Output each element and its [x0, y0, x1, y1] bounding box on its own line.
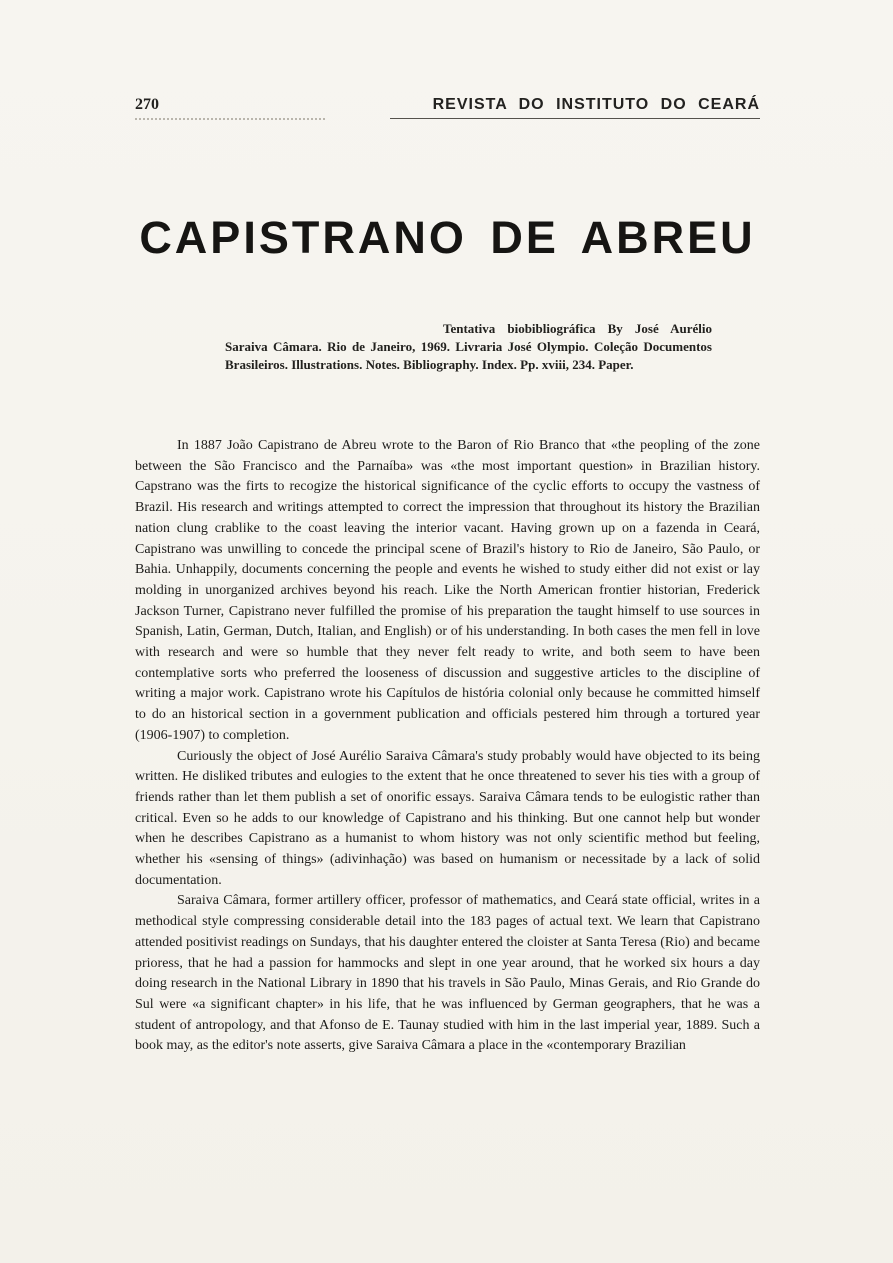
- article-body: [135, 436, 760, 1057]
- header-rule-solid-segment: [390, 118, 760, 119]
- page-header: [135, 96, 760, 114]
- article-title: CAPISTRANO DE ABREU: [139, 212, 756, 263]
- journal-title: REVISTA DO INSTITUTO DO CEARÁ: [432, 96, 760, 113]
- page-number: 270: [135, 96, 159, 113]
- book-citation: Tentativa biobibliográfica By José Aurélio Saraiva Câmara. Rio de Janeiro, 1969. Livraria José Olympio. Coleção Documentos Brasileiros. Illustrations. Notes. Bibliography. Index. Pp. xviii, 234. Paper.: [225, 321, 712, 372]
- header-rule: [135, 117, 760, 120]
- header-rule-dotted-segment: [135, 118, 325, 120]
- paragraph: Saraiva Câmara, former artillery officer, professor of mathematics, and Ceará state official, writes in a methodical style compressing considerable detail into the 183 pages of actual text. We learn that Capistrano attended positivist readings on Sundays, that his daughter entered the cloister at Santa Teresa (Rio) and became prioress, that he had a passion for hammocks and slept in one year around, that he worked six hours a day doing research in the National Library in 1890 that his travels in São Paulo, Minas Gerais, and Rio Grande do Sul were «a significant chapter» in his life, that he was influenced by German geographers, that he was a student of antropology, and that Afonso de E. Taunay studied with him in the last imperial year, 1889. Such a book may, as the editor's note asserts, give Saraiva Câmara a place in the «contemporary Brazilian: [135, 893, 760, 1054]
- paragraph: In 1887 João Capistrano de Abreu wrote to the Baron of Rio Branco that «the peopling of the zone between the São Francisco and the Parnaíba» was «the most important question» in Brazilian history. Capstrano was the firts to recogize the historical significance of the cyclic efforts to occupy the vastness of Brazil. His research and writings attempted to correct the impression that throughout its history the Brazilian nation clung crablike to the coast leaving the interior vacant. Having grown up on a fazenda in Ceará, Capistrano was unwilling to concede the principal scene of Brazil's history to Rio de Janeiro, São Paulo, or Bahia. Unhappily, documents concerning the people and events he wished to study either did not exist or lay molding in unorganized archives beyond his reach. Like the North American frontier historian, Frederick Jackson Turner, Capistrano never fulfilled the promise of his preparation the taught himself to use sources in Spanish, Latin, German, Dutch, Italian, and English) or of his understanding. In both cases the men fell in love with research and were so humble that they never felt ready to write, and both seem to have been contemplative sorts who preferred the looseness of discussion and suggestive articles to the discipline of writing a major work. Capistrano wrote his Capítulos de história colonial only because he committed himself to do an historical section in a government publication and officials pestered him through a tortured year (1906-1907) to completion.: [135, 438, 760, 743]
- paragraph: Curiously the object of José Aurélio Saraiva Câmara's study probably would have objected to its being written. He disliked tributes and eulogies to the extent that he once threatened to sever his ties with a group of friends rather than let them publish a set of onorific essays. Saraiva Câmara tends to be eulogistic rather than critical. Even so he adds to our knowledge of Capistrano and his thinking. But one cannot help but wonder when he describes Capistrano as a humanist to whom history was not only scientific method but feeling, whether his «sensing of things» (adivinhação) was based on humanism or necessitade by a lack of solid documentation.: [135, 748, 760, 888]
